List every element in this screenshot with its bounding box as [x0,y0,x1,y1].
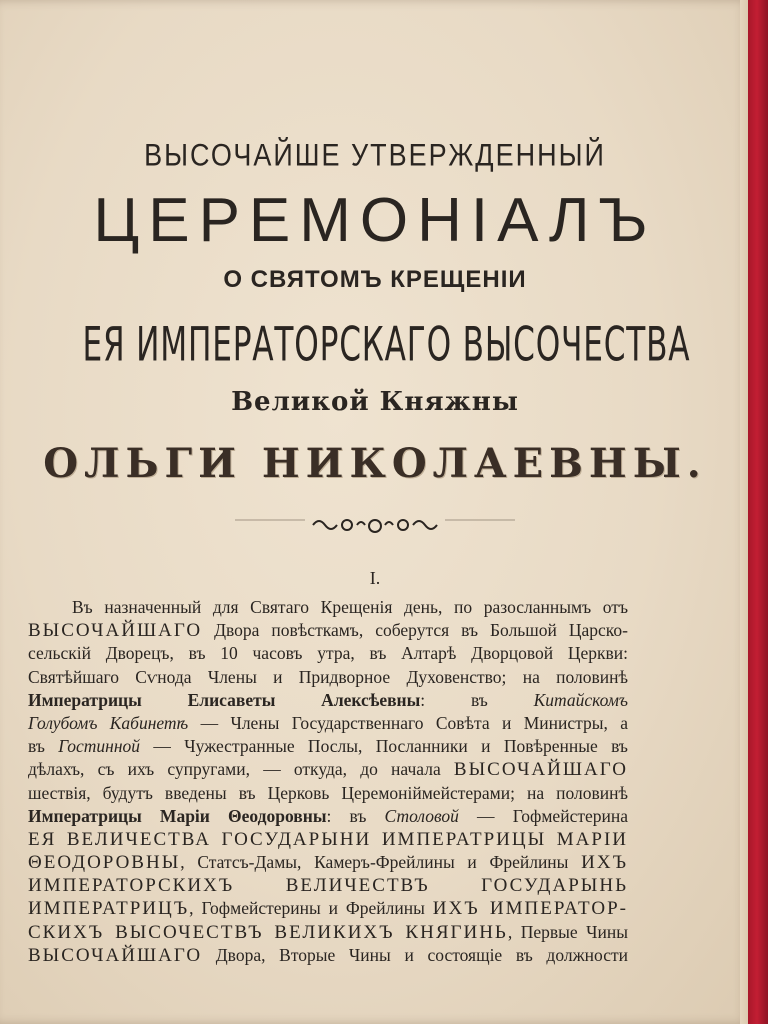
text-segment: , Статсъ-Дамы, Камеръ-Фрейлины и Фрейлины [180,852,582,873]
text-segment: — Члены Государственнаго Совѣта и Министры, а [188,712,628,733]
text-line [28,805,628,828]
text-segment: шествія, будутъ введены въ Церковь Церемоніймейстерами; на половинѣ [28,782,628,803]
text-line [28,921,628,944]
text-segment: дѣлахъ, съ ихъ супругами, — откуда, до начала [28,759,454,780]
text-line [28,828,628,851]
ornament-divider-icon [235,510,515,540]
text-segment: ВЫСОЧАЙШАГО [28,944,203,966]
text-segment: Святѣйшаго Сѵнода Члены и Придворное Духовенство; на половинѣ [28,666,628,687]
text-segment: ИМПЕРАТРИЦЪ [28,898,190,920]
text-line [28,782,628,805]
text-segment: ЕЯ ВЕЛИЧЕСТВА ГОСУДАРЫНИ ИМПЕРАТРИЦЫ МАРІИ [28,828,628,850]
text-line [28,874,628,897]
text-line [28,712,628,735]
text-line [28,851,628,874]
text-line [28,619,628,642]
body-paragraph [28,596,628,967]
text-segment: ВЫСОЧАЙШАГО [28,620,203,642]
text-segment: СКИХЪ ВЫСОЧЕСТВЪ ВЕЛИКИХЪ КНЯГИНЬ [28,921,508,943]
text-segment: Двора повѣсткамъ, соберутся въ Большой Царско- [202,620,628,641]
text-line [28,944,628,967]
text-segment: Императрицы Елисаветы Алексѣевны [28,689,421,710]
text-segment: въ [28,736,59,757]
text-line [28,897,628,920]
text-segment: Императрицы Маріи Θеодоровны [28,805,327,826]
book-cover-edge [748,0,768,1024]
text-segment: Гостинной [58,736,141,757]
text-segment: — Гофмейстерина [458,805,628,826]
text-segment: Китайскомъ [533,689,628,710]
text-segment: — Чужестранные Послы, Посланники и Повѣренные въ [140,736,628,757]
text-segment: Голубомъ Кабинетѣ [28,712,189,733]
text-line [28,642,628,665]
text-line [28,596,628,619]
text-segment: ИМПЕРАТОРСКИХЪ ВЕЛИЧЕСТВЪ ГОСУДАРЫНЬ [28,875,628,897]
heading-holy-baptism: О СВЯТОМЪ КРЕЩЕНІИ [223,266,527,293]
heading-imperial-highness: ЕЯ ИМПЕРАТОРСКАГО ВЫСОЧЕСТВА [82,317,691,373]
heading-grand-duchess: Великой Княжны [231,387,519,417]
text-segment: ВЫСОЧАЙШАГО [453,759,628,781]
text-segment: сельскій Дворецъ, въ 10 часовъ утра, въ Алтарѣ Дворцовой Церкви: [28,643,628,664]
text-segment: Въ назначенный для Святаго Крещенія день, по разосланнымъ отъ [72,597,628,617]
text-line [28,758,628,781]
heading-ceremonial: ЦЕРЕМОНІАЛЪ [93,186,657,255]
text-segment: : въ [420,689,534,710]
text-segment: ΘЕОДОРОВНЫ [28,852,181,874]
text-segment: Двора, Вторые Чины и состоящіе въ должности [202,944,628,965]
text-line [28,689,628,712]
heading-high-approved: ВЫСОЧАЙШЕ УТВЕРЖДЕННЫЙ [144,137,606,173]
text-segment: ИХЪ ИМПЕРАТОР- [432,898,628,920]
text-segment: , Первые Чины [507,921,628,942]
text-segment: : въ [326,805,385,826]
section-number: I. [369,568,381,588]
heading-olga-nikolaevna: ОЛЬГИ НИКОЛАЕВНЫ. [43,440,707,487]
text-segment: , Гофмейстерины и Фрейлины [189,898,433,919]
text-segment: ИХЪ [581,852,628,874]
text-line [28,735,628,758]
text-line [28,666,628,689]
text-segment: Столовой [384,805,459,826]
